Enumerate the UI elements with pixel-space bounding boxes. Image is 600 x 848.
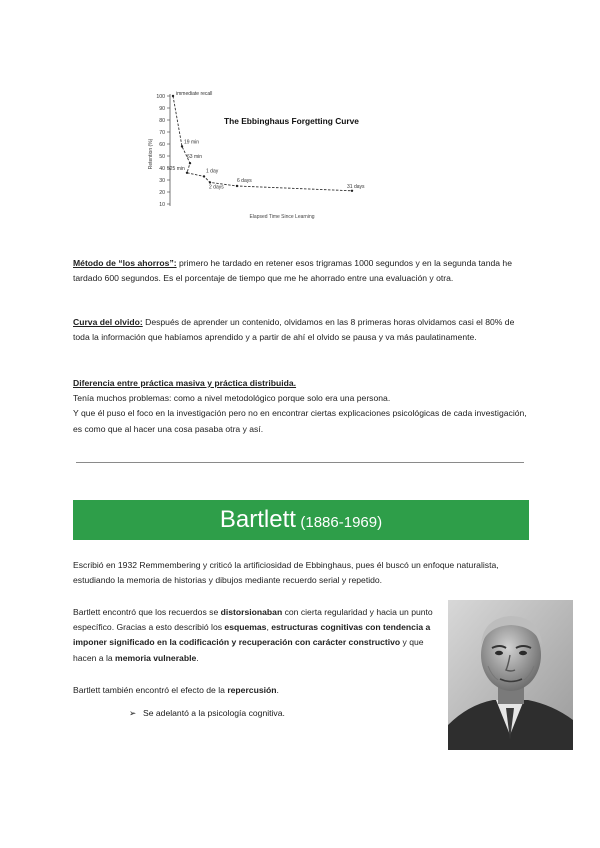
metodo-ahorros-heading: Método de “los ahorros”:: [73, 258, 177, 268]
chart-background: [142, 80, 392, 222]
bartlett-banner: [73, 500, 529, 540]
intro-paragraph: Escribió en 1932 Remmembering y criticó la artificiosidad de Ebbinghaus, pues él buscó un enfoque naturalista, estudiando la memoria de historias y dibujos mediante recuerdo serial y repetido.: [73, 560, 499, 586]
point-label: 525 min: [167, 165, 185, 172]
section-divider: [76, 462, 524, 463]
point-label: 63 min: [187, 154, 203, 161]
point-label: 1 day: [206, 168, 219, 175]
forgetting-curve-chart: [142, 80, 392, 222]
recuerdos-text-2: con cierta regularidad y hacia un punto específico. Gracias a esto describió los: [73, 607, 433, 633]
repercusion-bold: repercusión: [227, 685, 277, 695]
y-tick-label: 50: [159, 153, 165, 160]
recuerdos-text-4: y que hacen a la: [73, 637, 424, 663]
banner-years: (1886-1969): [300, 514, 383, 531]
chart-svg: [142, 80, 392, 222]
y-tick-label: 10: [159, 201, 165, 208]
bullet-item: [129, 706, 285, 721]
practica-section: [73, 376, 528, 437]
curva-olvido-heading: Curva del olvido:: [73, 317, 143, 327]
practica-line1: Tenía muchos problemas: como a nivel metodológico porque solo era una persona.: [73, 393, 391, 404]
curve-point: [181, 145, 183, 147]
curve-point: [189, 162, 191, 164]
point-label: immediate recall: [176, 91, 213, 97]
point-label: 19 min: [184, 139, 200, 146]
curve-point: [172, 95, 174, 97]
point-label: 31 days: [347, 183, 365, 190]
y-tick-label: 90: [159, 105, 165, 112]
y-tick-label: 40: [159, 165, 165, 172]
chart-ylabel: Retention (%): [148, 138, 154, 170]
curve-point: [236, 185, 238, 187]
repercusion-text-2: .: [276, 685, 279, 695]
arrow-bullet-icon: ➢: [129, 708, 137, 718]
chart-xlabel: Elapsed Time Since Learning: [249, 214, 315, 220]
recuerdos-bold-1: distorsionaban: [220, 607, 283, 617]
practica-heading: Diferencia entre práctica masiva y práctica distribuida.: [73, 378, 297, 388]
curve-point: [203, 175, 205, 177]
curva-olvido-text: Después de aprender un contenido, olvidamos en las 8 primeras horas olvidamos casi el 80% de toda la información que habíamos aprendido y a partir de ahí el olvido se pausa y va más paulatinamente.: [73, 317, 515, 343]
y-tick-label: 80: [159, 117, 165, 124]
point-label: 2 days: [209, 184, 224, 191]
bartlett-portrait-photo: [448, 600, 573, 750]
curva-olvido-paragraph: [73, 315, 528, 345]
metodo-ahorros-paragraph: [73, 256, 528, 286]
bullet-text: Se adelantó a la psicología cognitiva.: [143, 708, 285, 718]
chart-title: The Ebbinghaus Forgetting Curve: [224, 116, 359, 126]
recuerdos-text-3: ,: [266, 622, 272, 633]
portrait-svg: [448, 600, 573, 750]
recuerdos-bold-3: estructuras cognitivas con tendencia a imponer significado en la codificación y recuperación con carácter constructivo: [73, 622, 431, 648]
repercusion-paragraph: [73, 683, 433, 698]
y-tick-label: 30: [159, 177, 165, 184]
y-tick-label: 70: [159, 129, 165, 136]
recuerdos-paragraph: [73, 605, 433, 666]
repercusion-text-1: Bartlett también encontró el efecto de la: [73, 685, 228, 695]
y-tick-label: 60: [159, 141, 165, 148]
recuerdos-text-1: Bartlett encontró que los recuerdos se: [73, 607, 221, 617]
y-tick-label: 20: [159, 189, 165, 196]
recuerdos-text-5: .: [196, 652, 199, 663]
banner-name: Bartlett: [219, 506, 296, 533]
metodo-ahorros-text: primero he tardado en retener esos trigramas 1000 segundos y en la segunda tanda he tardado 600 segundos. Es el porcentaje de tiempo que me he ahorrado entre una evaluación y otra.: [73, 258, 512, 284]
practica-line2: Y que él puso el foco en la investigación pero no en encontrar ciertas explicaciones psicológicas de cada investigación, es como que al hacer una cosa pasaba otra y así.: [73, 408, 527, 434]
curve-point: [351, 190, 353, 192]
curve-point: [209, 181, 211, 183]
y-tick-label: 100: [156, 93, 165, 100]
point-label: 6 days: [237, 178, 252, 184]
recuerdos-bold-2: esquemas: [224, 622, 267, 633]
recuerdos-bold-4: memoria vulnerable: [115, 652, 197, 663]
curve-point: [186, 172, 188, 174]
